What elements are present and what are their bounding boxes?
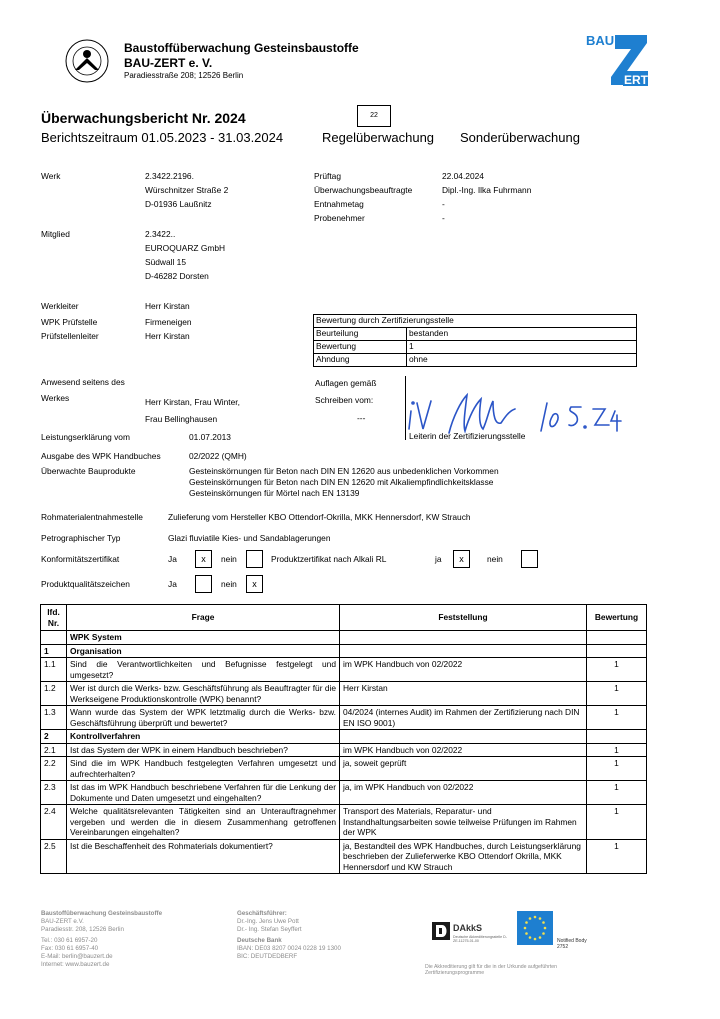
bewertung-table: [313, 314, 637, 367]
row-bewertung: 1: [587, 781, 647, 805]
eu-flag-icon: [517, 911, 553, 945]
footer-gf-2: Dr.- Ing. Stefan Seyffert: [237, 925, 302, 933]
footer-col-1: [41, 910, 162, 969]
org-address: Paradiesstraße 208; 12526 Berlin: [124, 71, 244, 80]
werk-line-1: 2.3422.2196.: [145, 171, 194, 181]
ausgabe-value: 02/2022 (QMH): [189, 451, 247, 461]
row-number: 2.4: [41, 805, 67, 840]
table-row: [41, 781, 647, 805]
row-bewertung: 1: [587, 839, 647, 874]
bewertung-label-2: Ahndung: [314, 354, 407, 367]
pruef-value-sample-date: -: [442, 199, 445, 209]
signature: [405, 381, 625, 441]
produkt-2: Gesteinskörnungen für Beton nach DIN EN 12620 mit Alkaliempfindlichkeitsklasse: [189, 477, 494, 487]
col-header-feststellung: Feststellung: [340, 605, 587, 631]
row-feststellung: ja, soweit geprüft: [340, 757, 587, 781]
werkleiter-label: Werkleiter: [41, 301, 79, 311]
schreiben-label: Schreiben vom:: [315, 395, 374, 405]
footer-tel: Tel.: 030 61 6957-20: [41, 937, 98, 945]
bewertung-value-0: bestanden: [407, 328, 637, 341]
wpk-table: [40, 604, 647, 874]
pruef-value-sampler: -: [442, 213, 445, 223]
pruefleiter-value: Herr Kirstan: [145, 331, 190, 341]
row-frage: Ist das System der WPK in einem Handbuch beschrieben?: [67, 743, 340, 757]
pruef-label-date: Prüftag: [314, 171, 342, 181]
table-row: [41, 757, 647, 781]
row-feststellung: ja, im WPK Handbuch von 02/2022: [340, 781, 587, 805]
org-short-name: BAU-ZERT e. V.: [124, 56, 213, 70]
row-feststellung: 04/2024 (internes Audit) im Rahmen der Zertifizierung nach DIN EN ISO 9001): [340, 706, 587, 730]
pruef-label-inspector: Überwachungsbeauftragte: [314, 185, 413, 195]
pruef-value-date: 22.04.2024: [442, 171, 484, 181]
table-section-row: [41, 631, 647, 645]
bewertung-label-1: Bewertung: [314, 341, 407, 354]
pz-label: Produktzertifikat nach Alkali RL: [271, 554, 387, 564]
row-bewertung: [587, 631, 647, 645]
anwesend-value-1: Herr Kirstan, Frau Winter,: [145, 397, 240, 407]
bewertung-value-1: 1: [407, 341, 637, 354]
svg-text:ERT: ERT: [624, 73, 648, 87]
row-number: 1.1: [41, 658, 67, 682]
row-number: 2: [41, 730, 67, 744]
row-bewertung: [587, 644, 647, 658]
rohmat-value: Zulieferung vom Hersteller KBO Ottendorf-Okrilla, MKK Hennersdorf, KW Strauch: [168, 512, 471, 522]
row-frage: Organisation: [67, 644, 340, 658]
footer-web[interactable]: Internet: www.bauzert.de: [41, 960, 110, 968]
footer-note: Die Akkreditierung gilt für die in der Urkunde aufgeführten Zertifizierungsprogramme: [425, 964, 558, 977]
row-frage: Sind die im WPK Handbuch festgelegten Verfahren umgesetzt und aufrechterhalten?: [67, 757, 340, 781]
werk-line-3: D-01936 Laußnitz: [145, 199, 212, 209]
row-frage: Sind die Verantwortlichkeiten und Befugnisse festgelegt und umgesetzt?: [67, 658, 340, 682]
pqz-nein-label: nein: [221, 579, 237, 589]
rohmat-label: Rohmaterialentnahmestelle: [41, 512, 143, 522]
pqz-label: Produktqualitätszeichen: [41, 579, 130, 589]
row-feststellung: Herr Kirstan: [340, 682, 587, 706]
pz-ja-checkbox[interactable]: x: [453, 550, 470, 568]
wpk-label: WPK Prüfstelle: [41, 317, 98, 327]
pruef-label-sampler: Probenehmer: [314, 213, 365, 223]
row-bewertung: 1: [587, 757, 647, 781]
row-frage: Wer ist durch die Werks- bzw. Geschäftsführung als Beauftragter für die Werkseigene Produktionskontrolle (WPK) benannt?: [67, 682, 340, 706]
dakks-sub: Deutsche Akkreditierungsstelle D-ZE-11275-01-00: [453, 935, 507, 944]
pqz-ja-checkbox[interactable]: [195, 575, 212, 593]
row-number: 2.5: [41, 839, 67, 874]
footer-bank: Deutsche Bank: [237, 937, 282, 945]
row-feststellung: ja, Bestandteil des WPK Handbuches, durch Leistungserklärung beschrieben der Zulieferwerke KBO Ottendorf Okrilla, MKK Hennersdorf und KW Strauch: [340, 839, 587, 874]
leiterin-label: Leiterin der Zertifizierungsstelle: [409, 431, 526, 441]
ausgabe-label: Ausgabe des WPK Handbuches: [41, 451, 161, 461]
report-type-special: Sonderüberwachung: [460, 130, 580, 145]
table-row: [41, 706, 647, 730]
le-value: 01.07.2013: [189, 432, 231, 442]
le-label: Leistungserklärung vom: [41, 432, 130, 442]
konf-nein-checkbox[interactable]: [246, 550, 263, 568]
pz-ja-label: ja: [435, 554, 442, 564]
row-number: 2.1: [41, 743, 67, 757]
pqz-nein-checkbox[interactable]: x: [246, 575, 263, 593]
report-type-regular: Regelüberwachung: [322, 130, 435, 145]
produkt-3: Gesteinskörnungen für Mörtel nach EN 13139: [189, 488, 360, 498]
petro-value: Glazi fluviatile Kies- und Sandablagerungen: [168, 533, 331, 543]
col-header-frage: Frage: [67, 605, 340, 631]
notified-body: Notified Body 2752: [557, 938, 587, 950]
dakks-text: DAkkS: [453, 923, 483, 933]
konf-nein-label: nein: [221, 554, 237, 564]
pruefleiter-label: Prüfstellenleiter: [41, 331, 99, 341]
footer-address: Paradiesstr. 208, 12526 Berlin: [41, 925, 124, 933]
row-number: 1: [41, 644, 67, 658]
bewertung-title: Bewertung durch Zertifizierungsstelle: [314, 315, 637, 328]
werkleiter-value: Herr Kirstan: [145, 301, 190, 311]
pruef-label-sample-date: Entnahmetag: [314, 199, 364, 209]
mitglied-label: Mitglied: [41, 229, 70, 239]
row-feststellung: im WPK Handbuch von 02/2022: [340, 658, 587, 682]
row-bewertung: 1: [587, 805, 647, 840]
row-frage: WPK System: [67, 631, 340, 645]
row-frage: Wann wurde das System der WPK letztmalig durch die Werks- bzw. Geschäftsführung überprüft und bewertet?: [67, 706, 340, 730]
row-number: [41, 631, 67, 645]
bauzert-seal-logo: [57, 38, 117, 84]
report-title: Überwachungsbericht Nr. 2024: [41, 110, 246, 126]
table-section-row: [41, 730, 647, 744]
werk-line-2: Würschnitzer Straße 2: [145, 185, 229, 195]
row-number: 2.3: [41, 781, 67, 805]
footer-org-short: BAU-ZERT e.V.: [41, 917, 84, 925]
table-row: [41, 805, 647, 840]
schreiben-dashes: ---: [357, 413, 366, 423]
mitglied-line-3: Südwall 15: [145, 257, 186, 267]
table-row: [41, 743, 647, 757]
footer-gf-1: Dr.-Ing. Jens Uwe Pott: [237, 917, 299, 925]
table-row: [41, 658, 647, 682]
anwesend-value-2: Frau Bellinghausen: [145, 414, 218, 424]
row-feststellung: Transport des Materials, Reparatur- und Instandhaltungsarbeiten sowie teilweise Prüfungen im Rahmen der WPK: [340, 805, 587, 840]
footer-iban: IBAN: DE03 8207 0024 0228 19 1300: [237, 945, 341, 953]
mitglied-line-1: 2.3422..: [145, 229, 176, 239]
report-number-box: 22: [357, 105, 391, 127]
row-number: 1.3: [41, 706, 67, 730]
pqz-ja-label: Ja: [168, 579, 177, 589]
produkt-1: Gesteinskörnungen für Beton nach DIN EN 12620 aus unbedenklichen Vorkommen: [189, 466, 499, 476]
row-feststellung: [340, 730, 587, 744]
footer-fax: Fax: 030 61 6957-40: [41, 945, 99, 953]
pz-nein-label: nein: [487, 554, 503, 564]
bauzert-brand-logo: [585, 33, 648, 87]
werk-label: Werk: [41, 171, 61, 181]
col-header-bewertung: Bewertung: [587, 605, 647, 631]
row-number: 2.2: [41, 757, 67, 781]
footer-email[interactable]: E-Mail: berlin@bauzert.de: [41, 952, 113, 960]
anwesend-label-2: Werkes: [41, 393, 70, 403]
row-bewertung: 1: [587, 706, 647, 730]
bewertung-value-2: ohne: [407, 354, 637, 367]
pz-nein-checkbox[interactable]: [521, 550, 538, 568]
dakks-mark-icon: [432, 922, 450, 940]
mitglied-line-2: EUROQUARZ GmbH: [145, 243, 226, 253]
row-frage: Ist die Beschaffenheit des Rohmaterials dokumentiert?: [67, 839, 340, 874]
table-row: [41, 839, 647, 874]
row-frage: Ist das im WPK Handbuch beschriebene Verfahren für die Lenkung der Dokumente und Daten umgesetzt und eingehalten?: [67, 781, 340, 805]
row-bewertung: 1: [587, 743, 647, 757]
col-header-nr: lfd. Nr.: [41, 605, 67, 631]
row-bewertung: [587, 730, 647, 744]
row-bewertung: 1: [587, 682, 647, 706]
footer-org: Baustoffüberwachung Gesteinsbaustoffe: [41, 910, 163, 917]
svg-text:BAU: BAU: [586, 33, 615, 48]
row-frage: Welche qualitätsrelevanten Tätigkeiten sind an Unterauftragnehmer vergeben und werden die in diesem Zusammenhang getroffenen Vereinbarungen eingehalten?: [67, 805, 340, 840]
auflagen-label: Auflagen gemäß: [315, 378, 377, 388]
anwesend-label-1: Anwesend seitens des: [41, 377, 125, 387]
mitglied-line-4: D-46282 Dorsten: [145, 271, 209, 281]
table-section-row: [41, 644, 647, 658]
row-bewertung: 1: [587, 658, 647, 682]
petro-label: Petrographischer Typ: [41, 533, 121, 543]
footer-gf-label: Geschäftsführer:: [237, 910, 287, 917]
footer-col-2: [237, 910, 341, 961]
row-feststellung: [340, 644, 587, 658]
report-period: Berichtszeitraum 01.05.2023 - 31.03.2024: [41, 130, 284, 145]
konf-ja-checkbox[interactable]: x: [195, 550, 212, 568]
row-frage: Kontrollverfahren: [67, 730, 340, 744]
konf-ja-label: Ja: [168, 554, 177, 564]
footer-bic: BIC: DEUTDEDBERF: [237, 952, 298, 960]
wpk-value: Firmeneigen: [145, 317, 192, 327]
pruef-value-inspector: Dipl.-Ing. Ilka Fuhrmann: [442, 185, 532, 195]
dakks-logo: [432, 918, 510, 958]
produkte-label: Überwachte Bauprodukte: [41, 466, 136, 476]
org-name: Baustoffüberwachung Gesteinsbaustoffe: [124, 41, 359, 55]
konf-label: Konformitätszertifikat: [41, 554, 120, 564]
row-feststellung: im WPK Handbuch von 02/2022: [340, 743, 587, 757]
table-row: [41, 682, 647, 706]
bewertung-label-0: Beurteilung: [314, 328, 407, 341]
row-feststellung: [340, 631, 587, 645]
row-number: 1.2: [41, 682, 67, 706]
